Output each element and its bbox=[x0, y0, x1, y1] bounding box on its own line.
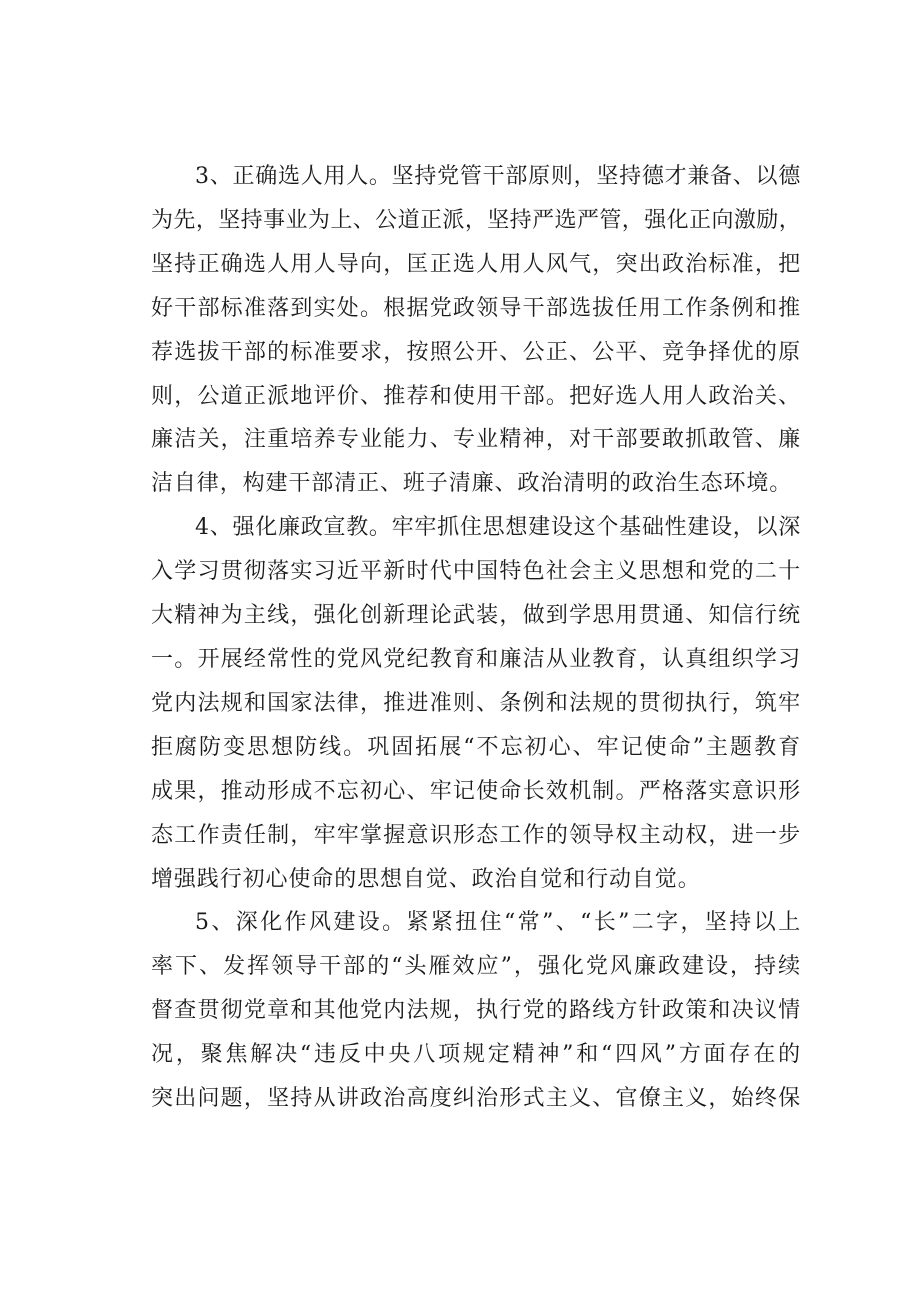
text-line: 大精神为主线，强化创新理论武装，做到学思用贯通、知信行统 bbox=[151, 603, 801, 629]
text-line: 率下、发挥领导干部的“头雁效应”，强化党风廉政建设，持续 bbox=[151, 954, 801, 980]
paragraph-selection-of-personnel bbox=[151, 155, 801, 506]
paragraph-integrity-education bbox=[151, 506, 801, 901]
text-line: 为先，坚持事业为上、公道正派，坚持严选严管，强化正向激励， bbox=[151, 207, 801, 233]
text-line: 况，聚焦解决“违反中央八项规定精神”和“四风”方面存在的 bbox=[151, 1042, 801, 1068]
text-line: 荐选拔干部的标准要求，按照公开、公正、公平、竞争择优的原 bbox=[151, 339, 801, 365]
text-line: 党内法规和国家法律，推进准则、条例和法规的贯彻执行，筑牢 bbox=[151, 690, 801, 716]
text-line: 4、强化廉政宣教。牢牢抓住思想建设这个基础性建设，以深 bbox=[195, 515, 801, 541]
text-line: 廉洁关，注重培养专业能力、专业精神，对干部要敢抓敢管、廉 bbox=[151, 427, 801, 453]
text-line: 好干部标准落到实处。根据党政领导干部选拔任用工作条例和推 bbox=[151, 295, 801, 321]
text-line: 成果，推动形成不忘初心、牢记使命长效机制。严格落实意识形 bbox=[151, 778, 801, 804]
text-line: 督查贯彻党章和其他党内法规，执行党的路线方针政策和决议情 bbox=[151, 998, 801, 1024]
text-line: 坚持正确选人用人导向，匡正选人用人风气，突出政治标准，把 bbox=[151, 251, 801, 277]
text-line: 洁自律，构建干部清正、班子清廉、政治清明的政治生态环境。 bbox=[151, 471, 793, 497]
text-line: 则，公道正派地评价、推荐和使用干部。把好选人用人政治关、 bbox=[151, 383, 801, 409]
text-line: 一。开展经常性的党风党纪教育和廉洁从业教育，认真组织学习 bbox=[151, 646, 801, 672]
document-body bbox=[151, 155, 801, 1121]
text-line: 5、深化作风建设。紧紧扭住“常”、“长”二字，坚持以上 bbox=[195, 910, 801, 936]
text-line: 3、正确选人用人。坚持党管干部原则，坚持德才兼备、以德 bbox=[195, 164, 801, 189]
paragraph-work-style bbox=[151, 901, 801, 1121]
text-line: 增强践行初心使命的思想自觉、政治自觉和行动自觉。 bbox=[151, 866, 701, 892]
text-line: 突出问题，坚持从讲政治高度纠治形式主义、官僚主义，始终保 bbox=[151, 1086, 801, 1112]
text-line: 入学习贯彻落实习近平新时代中国特色社会主义思想和党的二十 bbox=[151, 559, 801, 585]
text-line: 态工作责任制，牢牢掌握意识形态工作的领导权主动权，进一步 bbox=[151, 822, 801, 848]
text-line: 拒腐防变思想防线。巩固拓展“不忘初心、牢记使命”主题教育 bbox=[151, 734, 801, 760]
